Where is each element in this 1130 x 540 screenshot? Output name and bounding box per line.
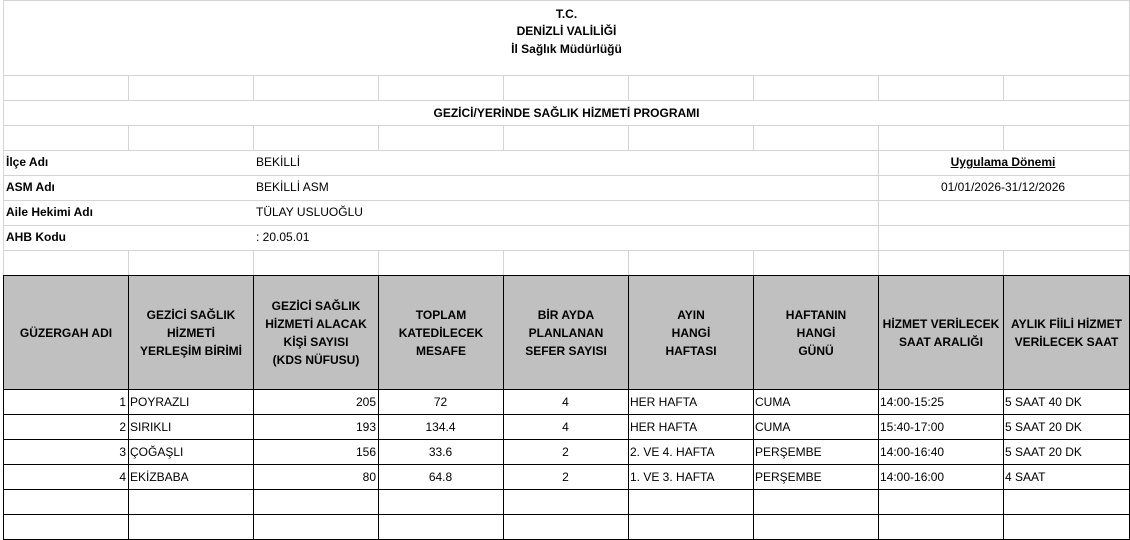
table-cell[interactable]: 64.8 [428, 470, 453, 484]
table-vline [628, 275, 629, 539]
header-cell: BİR AYDA PLANLANAN SEFER SAYISI [504, 276, 628, 389]
title-line-1: T.C. [555, 7, 578, 21]
table-cell[interactable]: 33.6 [428, 445, 453, 459]
grid-vline [128, 75, 129, 100]
grid-vline [628, 250, 629, 275]
grid-hline [3, 100, 1130, 101]
table-cell[interactable]: HER HAFTA [630, 395, 698, 409]
table-cell[interactable]: 4 [119, 470, 126, 484]
grid-vline [753, 75, 754, 100]
table-hline [3, 275, 1130, 276]
grid-vline [378, 250, 379, 275]
table-cell[interactable]: 2 [562, 470, 569, 484]
grid-vline [878, 250, 879, 275]
grid-hline [3, 125, 1130, 126]
table-cell[interactable]: 156 [355, 445, 376, 459]
grid-vline [253, 125, 254, 150]
hekim-label: Aile Hekimi Adı [6, 205, 93, 219]
period-value[interactable]: 01/01/2026-31/12/2026 [940, 180, 1066, 194]
table-cell[interactable]: 5 SAAT 20 DK [1005, 445, 1082, 459]
asm-value[interactable]: BEKİLLİ ASM [256, 180, 329, 194]
grid-vline [878, 75, 879, 100]
table-hline [3, 414, 1130, 415]
grid-vline [753, 250, 754, 275]
table-cell[interactable]: 2 [562, 445, 569, 459]
table-cell[interactable]: ÇOĞAŞLI [130, 445, 184, 459]
table-hline [3, 439, 1130, 440]
grid-vline [378, 75, 379, 100]
table-vline [503, 275, 504, 539]
header-cell: GEZİCİ SAĞLIK HİZMETİ YERLEŞİM BİRİMİ [129, 276, 253, 389]
asm-label: ASM Adı [6, 180, 55, 194]
table-cell[interactable]: 134.4 [425, 420, 456, 434]
table-vline [3, 275, 4, 539]
table-cell[interactable]: 80 [362, 470, 376, 484]
table-cell[interactable]: 205 [355, 395, 376, 409]
table-cell[interactable]: 4 [562, 395, 569, 409]
table-cell[interactable]: 5 SAAT 40 DK [1005, 395, 1082, 409]
table-cell[interactable]: 2 [119, 420, 126, 434]
table-cell[interactable]: 5 SAAT 20 DK [1005, 420, 1082, 434]
grid-vline [128, 250, 129, 275]
grid-hline [3, 250, 1130, 251]
grid-vline [1003, 250, 1004, 275]
header-cell: GEZİCİ SAĞLIK HİZMETİ ALACAK KİŞİ SAYISI (KDS NÜFUSU) [254, 276, 378, 389]
grid-vline [753, 125, 754, 150]
header-cell: AYIN HANGİ HAFTASI [629, 276, 753, 389]
table-vline [253, 275, 254, 539]
table-vline [878, 275, 879, 539]
grid-vline [878, 150, 879, 250]
header-cell: HİZMET VERİLECEK SAAT ARALIĞI [879, 276, 1003, 389]
grid-vline [628, 125, 629, 150]
table-vline [128, 275, 129, 539]
ilce-value[interactable]: BEKİLLİ [256, 155, 301, 169]
grid-hline [3, 75, 1130, 76]
table-cell[interactable]: PERŞEMBE [755, 470, 822, 484]
table-vline [753, 275, 754, 539]
grid-vline [3, 0, 4, 276]
table-cell[interactable]: 1 [119, 395, 126, 409]
ahb-value[interactable]: : 20.05.01 [256, 230, 310, 244]
table-cell[interactable]: 72 [433, 395, 448, 409]
grid-hline [3, 175, 1130, 176]
title-line-3: İl Sağlık Müdürlüğü [511, 42, 622, 56]
grid-hline [3, 225, 1130, 226]
table-hline [3, 389, 1130, 390]
ahb-label: AHB Kodu [6, 230, 66, 244]
table-cell[interactable]: CUMA [755, 395, 791, 409]
grid-vline [253, 75, 254, 100]
table-vline [1003, 275, 1004, 539]
table-cell[interactable]: 14:00-16:00 [880, 470, 945, 484]
title-line-2: DENİZLİ VALİLİĞİ [516, 24, 617, 38]
table-cell[interactable]: 1. VE 3. HAFTA [630, 470, 715, 484]
table-hline [3, 489, 1130, 490]
header-cell: GÜZERGAH ADI [4, 276, 128, 389]
grid-vline [503, 125, 504, 150]
table-hline [3, 514, 1130, 515]
table-cell[interactable]: CUMA [755, 420, 791, 434]
grid-hline [3, 0, 1130, 1]
table-cell[interactable]: PERŞEMBE [755, 445, 822, 459]
table-cell[interactable]: 4 SAAT [1005, 470, 1046, 484]
table-cell[interactable]: EKİZBABA [130, 470, 189, 484]
table-cell[interactable]: 2. VE 4. HAFTA [630, 445, 715, 459]
grid-hline [3, 200, 1130, 201]
grid-vline [503, 75, 504, 100]
table-vline [378, 275, 379, 539]
header-cell: AYLIK FİİLİ HİZMET VERİLECEK SAAT [1004, 276, 1129, 389]
grid-vline [628, 75, 629, 100]
grid-vline [128, 125, 129, 150]
table-cell[interactable]: POYRAZLI [130, 395, 190, 409]
table-cell[interactable]: 14:00-16:40 [880, 445, 945, 459]
grid-vline [878, 125, 879, 150]
table-cell[interactable]: 193 [355, 420, 376, 434]
program-title: GEZİCİ/YERİNDE SAĞLIK HİZMETİ PROGRAMI [433, 106, 700, 120]
table-cell[interactable]: HER HAFTA [630, 420, 698, 434]
grid-vline [378, 125, 379, 150]
grid-vline [1003, 75, 1004, 100]
header-cell: HAFTANIN HANGİ GÜNÜ [754, 276, 878, 389]
table-cell[interactable]: 3 [119, 445, 126, 459]
grid-vline [503, 250, 504, 275]
ilce-label: İlçe Adı [6, 155, 49, 169]
table-cell[interactable]: 4 [562, 420, 569, 434]
period-label: Uygulama Dönemi [950, 155, 1056, 169]
header-cell: TOPLAM KATEDİLECEK MESAFE [379, 276, 503, 389]
table-cell[interactable]: 14:00-15:25 [880, 395, 945, 409]
grid-hline [3, 150, 1130, 151]
table-cell[interactable]: SIRIKLI [130, 420, 172, 434]
grid-vline [253, 250, 254, 275]
grid-vline [1003, 125, 1004, 150]
hekim-value[interactable]: TÜLAY USLUOĞLU [256, 205, 363, 219]
table-cell[interactable]: 15:40-17:00 [880, 420, 945, 434]
table-hline [3, 464, 1130, 465]
